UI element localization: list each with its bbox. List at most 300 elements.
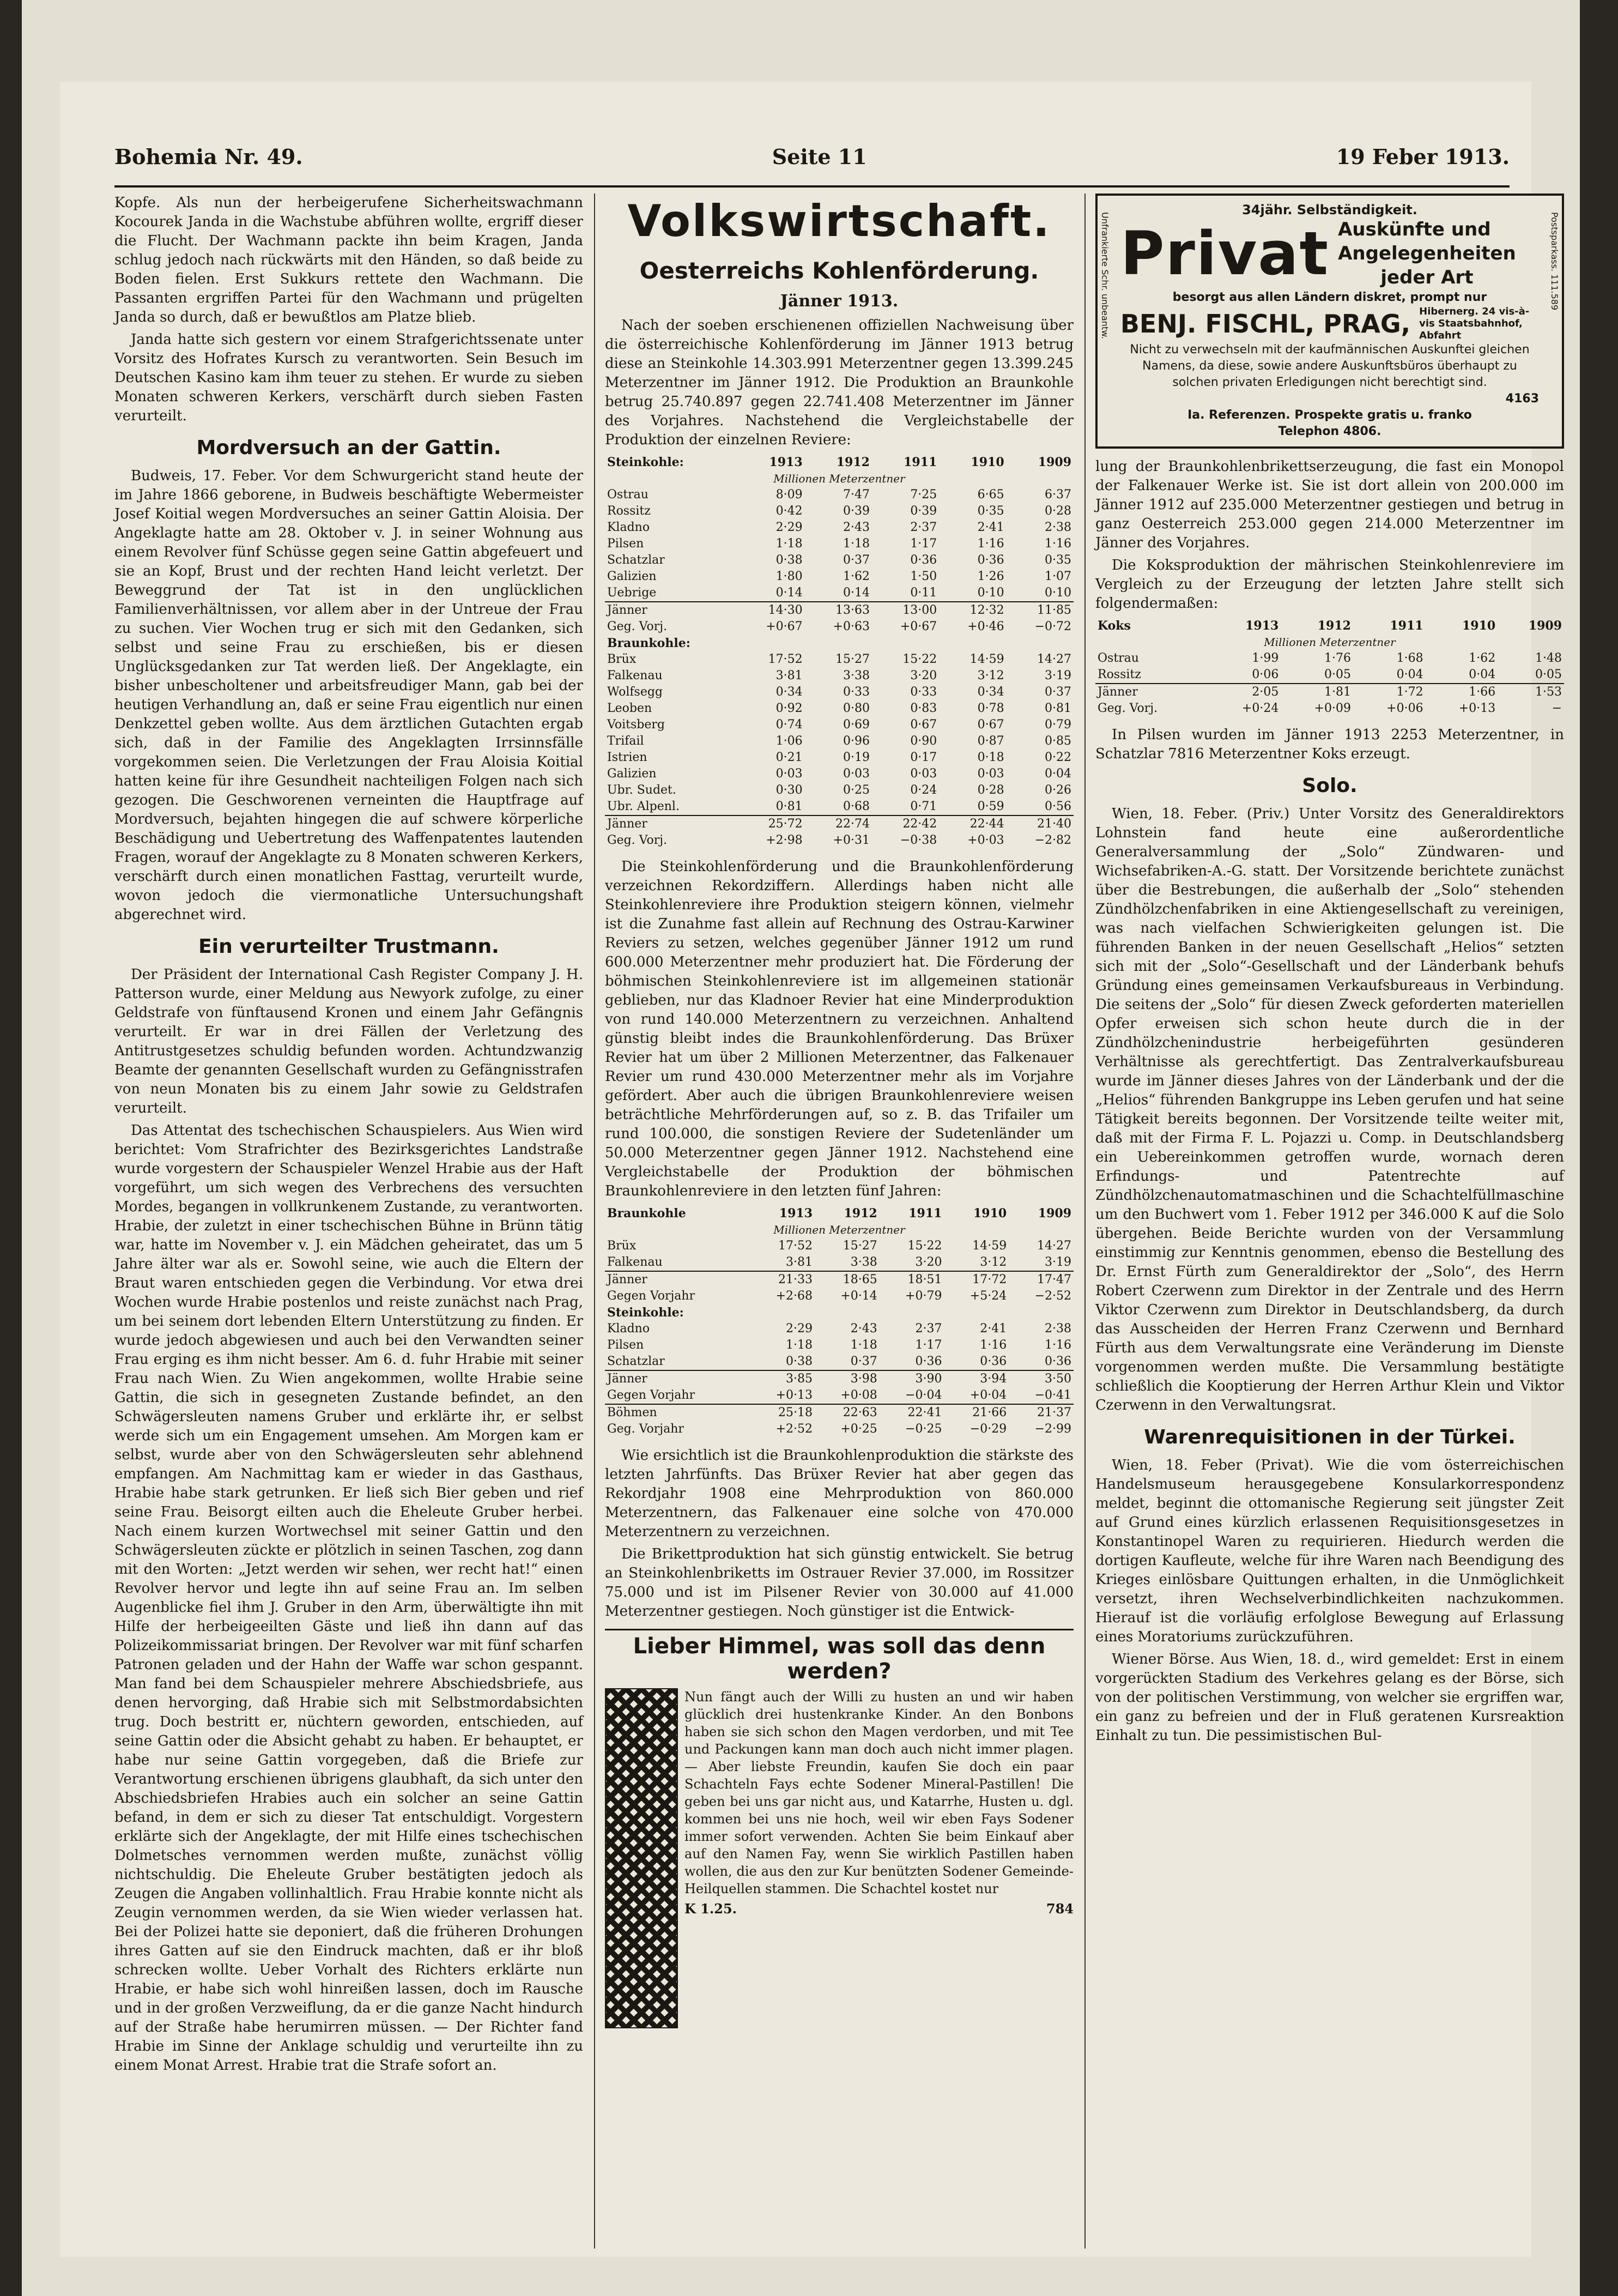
ad-disclaimer: Nicht zu verwechseln mit der kaufmännischen Auskunftei gleichen Namens, da diese, sowie andere Auskunftsbüros überhaupt zu solchen privaten Erledigungen nicht berechtigt sind. (1130, 343, 1530, 389)
table-row-label: Pilsen (607, 537, 644, 551)
table-cell: 0·03 (843, 767, 870, 781)
table-cell: 1·62 (1469, 651, 1496, 665)
table-row-label: Geg. Vorj. (1098, 702, 1158, 715)
table-cell: 6·37 (1045, 488, 1071, 502)
table-cell: 15·22 (907, 1239, 942, 1253)
article-headline: Mordversuch an der Gattin. (196, 437, 501, 459)
table-row (605, 1421, 1074, 1437)
table-row-label: Galizien (607, 570, 657, 583)
table-cell: 0·03 (775, 767, 803, 781)
table-cell: 2·43 (843, 521, 870, 534)
table-row (605, 815, 1074, 832)
ad-code: 784 (1046, 1901, 1074, 1917)
table-cell: 1·16 (977, 537, 1004, 551)
article-continuation: lung der Braunkohlenbrikettserzeugung, die fast ein Monopol der Falkenauer Werke ist. Sie ist dort allein von 200.000 im Jänner 1912 auf 235.000 Meterzentner gestiegen und betrug in ganz Oesterreich 253.000 gegen 214.000 Meterzentner im Jänner des Vorjahres. (1095, 458, 1564, 551)
article-paragraph: Wien, 18. Feber. (Priv.) Unter Vorsitz des Generaldirektors Lohnstein fand heute eine außerordentliche Generalversammlung der „Solo“ Zündwaren- und Wichsefabriken-A.-G. statt. Der Vorsitzende berichtete zunächst über die Bestrebungen, die außerhalb der „Solo“ stehenden Zündhölzchenfabriken in eine Aktiengesellschaft zu vereinigen, was nach vielfachen Schwierigkeiten gelungen ist. Die führenden Banken in der neuen Gesellschaft „Helios“ setzten sich mit der „Solo“-Gesellschaft und der Länderbank behufs Gründung eines gemeinsamen Verkaufsbureaus in Verbindung. Die seitens der „Solo“ für diesen Zweck geforderten materiellen Opfer erweisen sich schon heute durch die in der Zündhölzchenindustrie herbeigeführten gesünderen Verhältnisse als gerechtfertigt. Das Zentralverkaufsbureau wurde im Jänner dieses Jahres von der Länderbank und der die „Helios“ führenden Bankgruppe ins Leben gerufen und hat seine Tätigkeit bereits begonnen. Der Vorsitzende teilte weiter mit, daß mit der Firma F. L. Pojazzi u. Comp. in Deutschlandsberg ein Uebereinkommen getroffen wurde, wornach deren Erfindungs- und Patentrechte auf Zündhölzchenautomatmaschinen und die Schachtelfüllmaschine um den Buchwert vom 1. Feber 1912 per 346.000 K auf die Solo übergehen. Beide Berichte wurden von der Versammlung einstimmig zur Kenntnis genommen, ebenso die Bestellung des Dr. Ernst Fürth zum Generaldirektor der „Solo“, des Herrn Robert Czerwenn zum Direktor in der Zentrale und des Herrn Viktor Czerwenn zum Direktor in Deutschlandsberg, da durch das Ausscheiden der Herren Franz Czerwenn und Bernhard Fürth aus dem Verwaltungsrate eine Veränderung im Dienste vorgenommen werden mußte. Die Versammlung bestätigte schließlich die Kooptierung der Herren Arthur Klein und Viktor Czerwenn in den Verwaltungsrat. (1095, 806, 1564, 1413)
table-header-cell: 1910 (971, 455, 1004, 469)
table-row-label: Geg. Vorjahr (607, 1422, 684, 1436)
table-cell: 0·87 (977, 734, 1004, 748)
table-row-label: Jänner (605, 1370, 750, 1387)
table-cell: 22·44 (939, 815, 1006, 832)
table-header-cell: 1911 (908, 1206, 942, 1220)
table-row-label: Jänner (605, 815, 737, 832)
table-cell: 3·19 (1045, 1255, 1071, 1269)
table-row-label: Uebrige (607, 586, 657, 600)
table-cell: 18·65 (815, 1271, 880, 1288)
article-paragraph: Budweis, 17. Feber. Vor dem Schwurgericht stand heute der im Jahre 1866 geborene, in Budweis beschäftigte Webermeister Josef Koitial wegen Mordversuches an seiner Gattin Aloisia. Der Angeklagte hatte am 28. Oktober v. J. in seiner Wohnung aus einem Revolver fünf Schüsse gegen seine Gattin abgefeuert und sie an Kopf, Brust und der rechten Hand leicht verletzt. Der Beweggrund der Tat ist in den unglücklichen Familienverhältnissen, vor allem aber in der Untreue der Frau zu suchen. Vier Wochen trug er sich mit den Gedanken, sich selbst und seine Frau zu erschießen, bis er diesen Unglücksgedanken zur Tat werden ließ. Der Angeklagte, ein bisher unbescholtener und arbeitsfreudiger Mann, gab bei der heutigen Verhandlung an, daß er seine Frau eigentlich nur einen Denkzettel geben wollte. Aus dem ärztlichen Gutachten ergab sich, daß in der Familie des Angeklagten Irrsinnsfälle vorgekommen seien. Die Verletzungen der Frau Aloisia Koitial hatten keine für ihre Gesundheit nachteiligen Folgen nach sich gezogen. Die Geschworenen verneinten die Hauptfrage auf Mordversuch, bejahten hingegen die auf schwere körperliche Beschädigung und Uebertretung des Waffenpatentes lautenden Fragen, worauf der Angeklagte zu 8 Monaten schweren Kerkers, verschärft durch einen monatlichen Fasttag, verurteilt wurde, wovon jedoch die viermonatliche Untersuchungshaft abgerechnet wird. (114, 468, 583, 923)
table-cell: 17·47 (1009, 1271, 1074, 1288)
table-row-label: Ubr. Sudet. (607, 783, 676, 797)
table-section-label: Steinkohle: (607, 1306, 684, 1320)
table-cell: 14·59 (969, 652, 1004, 666)
ad-code: 4163 (1505, 392, 1539, 406)
table-cell: 0·68 (843, 800, 870, 813)
table-row (605, 552, 1074, 569)
table-header-cell: Braunkohle (607, 1206, 686, 1220)
scan-edge-right (1580, 0, 1618, 2296)
table-row (605, 1404, 1074, 1421)
table-cell: 0·74 (775, 718, 803, 732)
ad-references: Ia. Referenzen. Prospekte gratis u. franko (1187, 408, 1472, 422)
table-cell: −0·29 (969, 1422, 1007, 1436)
table-row-label: Kladno (607, 1322, 650, 1336)
table-cell: 0·39 (843, 504, 870, 518)
table-row (605, 733, 1074, 750)
table-cell: 1·26 (977, 570, 1004, 583)
table-cell: 2·29 (775, 521, 803, 534)
table-row-label: Istrien (607, 751, 647, 764)
privat-auskunft-advertisement (1095, 194, 1564, 449)
table-cell: 0·36 (910, 553, 937, 567)
table-cell: 0·10 (1045, 586, 1071, 600)
table-cell: 14·27 (1037, 652, 1071, 666)
table-cell: 0·96 (843, 734, 870, 748)
table-cell: +2·52 (775, 1422, 813, 1436)
article-paragraph: Wie ersichtlich ist die Braunkohlenproduktion die stärkste des letzten Jahrfünfts. Das Brüxer Revier hat aber gegen das Rekordjahr 1908 eine Mehrproduktion von 860.000 Meterzentnern, das Falkenauer eine solche von 470.000 Meterzentnern zu verzeichnen. (605, 1447, 1074, 1540)
table-cell: 21·33 (750, 1271, 815, 1288)
table-row (605, 1238, 1074, 1254)
table-cell: +0·04 (969, 1388, 1007, 1402)
table-cell: 1·50 (910, 570, 937, 583)
table-cell: 0·36 (915, 1355, 942, 1368)
column-divider (594, 194, 595, 2249)
table-cell: 3·38 (843, 669, 870, 682)
bohemian-coal-table (605, 1205, 1074, 1437)
table-cell: 0·85 (1045, 734, 1071, 748)
table-cell: 0·37 (850, 1355, 877, 1368)
table-cell: 0·71 (910, 800, 937, 813)
table-cell: 8·09 (775, 488, 803, 502)
table-cell: 0·28 (977, 783, 1004, 797)
table-cell: 0·05 (1535, 668, 1562, 681)
table-header-cell: 1913 (769, 455, 803, 469)
table-cell: 0·69 (843, 718, 870, 732)
ad-line: besorgt aus allen Ländern diskret, prompt nur (1172, 291, 1487, 304)
table-row (605, 602, 1074, 619)
table-cell: 1·72 (1353, 684, 1426, 700)
table-header-cell: 1909 (1038, 1206, 1071, 1220)
table-cell: − (1552, 702, 1562, 715)
table-cell: 13·00 (872, 602, 939, 619)
table-row-label: Jänner (605, 602, 737, 619)
table-cell: 3·90 (880, 1370, 944, 1387)
article-paragraph: Nach der soeben erschienenen offiziellen Nachweisung über die österreichische Kohlenförderung im Jänner 1913 betrug diese an Steinkohle 14.303.991 Meterzentner gegen 13.399.245 Meterzentner im Jänner 1912. Die Produktion an Braunkohle betrug 25.740.897 gegen 22.741.408 Meterzentner im Jänner des Vorjahres. Nachstehend die Vergleichstabelle der Produktion der einzelnen Reviere: (605, 317, 1074, 448)
ad-tagline: 34jähr. Selbständigkeit. (1242, 202, 1417, 217)
table-cell: 0·59 (977, 800, 1004, 813)
article-paragraph: Die Brikettproduktion hat sich günstig entwickelt. Sie betrug an Steinkohlenbriketts im Ostrauer Revier 37.000, im Rossitzer 75.000 und ist im Pilsener Revier von 30.000 auf 41.000 Meterzentner gestiegen. Noch günstiger ist die Entwick- (605, 1546, 1074, 1620)
table-cell: 1·17 (910, 537, 937, 551)
table-row-label: Brüx (607, 1239, 637, 1253)
table-row-label: Pilsen (607, 1338, 644, 1352)
table-cell: 0·36 (980, 1355, 1007, 1368)
table-header-cell: 1911 (1390, 619, 1423, 633)
table-cell: 0·79 (1045, 718, 1071, 732)
table-row-label: Voitsberg (607, 718, 665, 732)
table-cell: 13·63 (805, 602, 872, 619)
article-continuation: Kopfe. Als nun der herbeigerufene Sicherheitswachmann Kocourek Janda in die Wachstube abführen wollte, ergriff dieser die Flucht. Der Wachmann packte ihn beim Kragen, Janda schlug jedoch nach rückwärts mit den Händen, so daß beide zu Boden fielen. Erst Sukkurs rettete den Wachmann. Die Passanten ergriffen Partei für den Wachmann und prügelten Janda so durch, daß er bewußtlos am Platze blieb. (114, 195, 583, 325)
table-cell: 0·05 (1324, 668, 1351, 681)
ad-big-word: Privat (1120, 219, 1330, 288)
table-row (605, 799, 1074, 815)
table-header-cell: 1912 (844, 1206, 877, 1220)
table-cell: −0·41 (1034, 1388, 1071, 1402)
table-row-label: Gegen Vorjahr (607, 1289, 695, 1303)
table-cell: 22·74 (805, 815, 872, 832)
table-row-label: Brüx (607, 652, 637, 666)
table-cell: +0·67 (766, 620, 803, 633)
article-paragraph: Der Präsident der International Cash Register Company J. H. Patterson wurde, einer Meldung aus Newyork zufolge, zu einer Geldstrafe von fünftausend Kronen und einem Jahr Gefängnis verurteilt. Er war in drei Fällen der Verletzung des Antitrustgesetzes schuldig befunden worden. Achtundzwanzig Beamte der genannten Gesellschaft wurden zu Gefängnisstrafen von neun Monaten bis zu einem Jahr sowie zu Geldstrafen verurteilt. (114, 966, 583, 1116)
table-header-cell: 1913 (1245, 619, 1279, 633)
coal-production-table (605, 454, 1074, 849)
table-cell: 1·16 (1045, 537, 1071, 551)
table-row (605, 651, 1074, 668)
table-row-label: Schatzlar (607, 553, 665, 567)
table-cell: 0·28 (1045, 504, 1071, 518)
table-row-label: Wolfsegg (607, 685, 663, 699)
table-cell: 3·20 (915, 1255, 942, 1269)
table-row (1095, 700, 1564, 717)
table-cell: +0·46 (967, 620, 1004, 633)
table-row-label: Schatzlar (607, 1355, 665, 1368)
table-row (605, 1321, 1074, 1337)
article-paragraph: Janda hatte sich gestern vor einem Strafgerichtssenate unter Vorsitz des Hofrates Kursch zu verantworten. Sein Besuch im Deutschen Kasino kam ihm teuer zu stehen. Er wurde zu sieben Monaten schweren Kerkers, verschärft durch sieben Fasten verurteilt. (114, 331, 583, 424)
table-cell: 0·18 (977, 751, 1004, 764)
table-cell: 12·32 (939, 602, 1006, 619)
table-cell: 1·06 (775, 734, 803, 748)
table-cell: +0·14 (840, 1289, 877, 1303)
table-cell: 0·10 (977, 586, 1004, 600)
table-cell: 0·81 (775, 800, 803, 813)
table-row (605, 519, 1074, 536)
table-cell: +0·13 (775, 1388, 813, 1402)
table-header-cell: 1910 (973, 1206, 1007, 1220)
table-cell: 1·17 (915, 1338, 942, 1352)
table-cell: 17·52 (768, 652, 803, 666)
table-cell: 7·47 (843, 488, 870, 502)
table-cell: 2·05 (1209, 684, 1281, 700)
table-row (605, 1387, 1074, 1404)
table-cell: 1·99 (1252, 651, 1279, 665)
article-paragraph: Die Koksproduktion der mährischen Steinkohlenreviere im Vergleich zu der Erzeugung der letzten Jahre stellt sich folgendermaßen: (1095, 557, 1564, 612)
table-cell: 25·72 (737, 815, 804, 832)
ad-telephone: Telephon 4806. (1278, 425, 1381, 438)
table-cell: 22·41 (880, 1404, 944, 1421)
table-cell: 3·38 (850, 1255, 877, 1269)
table-cell: 15·22 (902, 652, 937, 666)
ad-address: Hibernerg. 24 vis-à-vis Staatsbahnhof, Abfahrt (1419, 306, 1530, 341)
table-cell: 0·26 (1045, 783, 1071, 797)
article-headline: Warenrequisitionen in der Türkei. (1144, 1426, 1516, 1448)
ad-advertiser-name: BENJ. FISCHL, PRAG, (1120, 309, 1411, 339)
table-cell: 3·20 (910, 669, 937, 682)
table-cell: 14·30 (737, 602, 804, 619)
table-cell: 22·42 (872, 815, 939, 832)
table-cell: 1·66 (1426, 684, 1498, 700)
table-cell: 0·90 (910, 734, 937, 748)
table-cell: 14·59 (972, 1239, 1007, 1253)
table-cell: −0·72 (1034, 620, 1071, 633)
table-cell: +0·03 (967, 833, 1004, 847)
table-row-label: Ubr. Alpenl. (607, 800, 680, 813)
table-cell: 0·14 (843, 586, 870, 600)
table-cell: 0·04 (1396, 668, 1423, 681)
table-cell: 0·33 (843, 685, 870, 699)
table-cell: 1·81 (1281, 684, 1353, 700)
table-cell: 1·18 (843, 537, 870, 551)
table-cell: 15·27 (843, 1239, 877, 1253)
table-cell: +0·24 (1241, 702, 1279, 715)
checkered-pastille-box-illustration (605, 1688, 678, 2028)
table-cell: 11·85 (1007, 602, 1074, 619)
table-header-cell: 1913 (779, 1206, 813, 1220)
article-paragraph: In Pilsen wurden im Jänner 1913 2253 Meterzentner, in Schatzlar 7816 Meterzentner Koks erzeugt. (1095, 727, 1564, 762)
table-cell: 0·34 (775, 685, 803, 699)
article-paragraph: Das Attentat des tschechischen Schauspielers. Aus Wien wird berichtet: Vom Strafrichter des Bezirksgerichtes Landstraße wurde vorgestern der Schauspieler Wenzel Hrabie aus der Haft vorgeführt, um sich wegen des Verbrechens des versuchten Mordes, begangen in vollkrunkenem Zustande, zu verantworten. Hrabie, der zuletzt in einer tschechischen Bühne in Brünn tätig war, hatte im November v. J. ein Mädchen geheiratet, das um 5 Jahre älter war als er. Sowohl seine, wie auch die Eltern der Braut waren entschieden gegen die Verbindung. Vor etwa drei Wochen wurde Hrabie postenlos und reiste zunächst nach Prag, um bei seinem dort lebenden Eltern Unterstützung zu finden. Er wurde jedoch abgewiesen und auch bei den Verwandten seiner Frau erging es ihm nicht besser. Am 6. d. fuhr Hrabie mit seiner Frau nach Wien. Zu Wien angekommen, wollte Hrabie seine Gattin, die sich in gesegneten Zustande befindet, an den Schwägersleuten namens Gruber und erklärte ihr, er selbst werde sich um ein Engagement umsehen. Am Morgen kam er selbst, wurde aber von den Schwägersleuten sehr ablehnend empfangen. Am Nachmittag kam er wieder in das Gasthaus, Hrabie habe stark getrunken. Er ließ sich Bier geben und rief seine Frau. Beisorgt eilten auch die Eheleute Gruber herbei. Nach einem kurzen Wortwechsel mit seiner Gattin und den Schwägersleuten zückte er plötzlich in seinen Taschen, zog dann mit den Worten: „Jetzt werden wir sehen, wer recht hat!“ einen Revolver hervor und legte ihn auf seine Frau an. Im selben Augenblicke fiel ihm J. Gruber in den Arm, überwältigte ihn mit Hilfe der herbeigeeilten Gäste und ließ ihn dann auf das Polizeikommissariat bringen. Der Revolver war mit fünf scharfen Patronen geladen und der Hahn der Waffe war schon gespannt. Man fand bei dem Schauspieler mehrere Abschiedsbriefe, aus denen hervorging, daß Hrabie sich mit Selbstmordabsichten trug. Doch bestritt er, nüchtern geworden, entschieden, auf seine Gattin oder die Absicht gehabt zu haben. Er behauptet, er habe nur seine Gattin vorgegeben, daß die Briefe zur Verantwortung erschienen übrigens glaubhaft, da sich unter den Abschiedsbriefen Hrabies auch ein solcher an seine Gattin befand, in dem er sich zu dieser Tat entschuldigt. Vorgestern erklärte sich der Angeklagte, der mit Hilfe eines tschechischen Dolmetsches vernommen werden mußte, zunächst völlig nichtschuldig. Die Eheleute Gruber bestätigten jedoch als Zeugen die Angaben vollinhaltlich. Frau Hrabie konnte nicht als Zeugin vernommen werden, da sie Wien wieder verlassen hat. Bei der Polizei hatte sie deponiert, daß die früheren Drohungen ihres Gatten auf sie den Eindruck machten, daß er ihr bloß schrecken wollte. Ueber Vorhalt des Richters erklärte nun Hrabie, er habe sich wohl hinreißen lassen, doch im Rausche und in der großen Verzweiflung, da er die ganze Nacht hindurch auf der Straße habe herumirren müssen. — Der Richter fand Hrabie im Sinne der Anklage schuldig und verurteilte ihn zu einem Monat Arrest. Hrabie trat die Strafe sofort an. (114, 1122, 583, 2074)
table-cell: 0·33 (910, 685, 937, 699)
ad-side-line: jeder Art (1380, 267, 1474, 288)
table-row-label: Gegen Vorjahr (607, 1388, 695, 1402)
article-headline: Ein verurteilter Trustmann. (198, 935, 499, 958)
table-cell: 17·72 (944, 1271, 1009, 1288)
table-row (605, 503, 1074, 519)
ad-price: K 1.25. (684, 1901, 737, 1917)
table-row-label: Böhmen (605, 1404, 750, 1421)
table-header-cell: Steinkohle: (607, 455, 684, 469)
table-cell: −0·04 (905, 1388, 942, 1402)
table-cell: −0·25 (905, 1422, 942, 1436)
table-cell: 2·41 (980, 1322, 1007, 1336)
table-cell: −2·99 (1034, 1422, 1071, 1436)
table-header-cell: 1909 (1038, 455, 1071, 469)
table-cell: 1·18 (775, 537, 803, 551)
table-cell: 0·21 (775, 751, 803, 764)
table-cell: 0·38 (775, 553, 803, 567)
table-row-label: Jänner (605, 1271, 750, 1288)
table-cell: 21·66 (944, 1404, 1009, 1421)
table-cell: 3·85 (750, 1370, 815, 1387)
table-cell: 0·92 (775, 702, 803, 715)
table-cell: 0·14 (775, 586, 803, 600)
table-row (605, 782, 1074, 799)
table-cell: 1·53 (1498, 684, 1564, 700)
article-paragraph: Wiener Börse. Aus Wien, 18. d., wird gemeldet: Erst in einem vorgerückten Stadium des Verkehres gelang es der Börse, sich von der politischen Verstimmung, von welcher sie ergriffen war, ein ganz zu befreien und der in Fluß geratenen Kursreaktion Einhalt zu tun. Die pessimistischen Bul- (1095, 1651, 1564, 1744)
ad-side-line: Auskünfte und (1338, 219, 1491, 240)
table-cell: 0·42 (775, 504, 803, 518)
table-cell: 15·27 (835, 652, 870, 666)
table-cell: 1·18 (850, 1338, 877, 1352)
table-row (605, 536, 1074, 552)
table-cell: 0·03 (910, 767, 937, 781)
table-row (605, 750, 1074, 766)
table-cell: 0·04 (1469, 668, 1496, 681)
table-cell: 0·67 (910, 718, 937, 732)
ad-side-line: Angelegenheiten (1338, 243, 1516, 264)
table-cell: 0·25 (843, 783, 870, 797)
table-cell: 3·98 (815, 1370, 880, 1387)
table-cell: 6·65 (977, 488, 1004, 502)
table-cell: 2·37 (915, 1322, 942, 1336)
table-cell: +0·08 (840, 1388, 877, 1402)
header-page-number: Seite 11 (772, 144, 867, 169)
table-cell: 1·16 (1045, 1338, 1071, 1352)
header-date: 19 Feber 1913. (1336, 144, 1510, 169)
table-cell: 0·39 (910, 504, 937, 518)
table-row (605, 700, 1074, 717)
table-cell: 1·07 (1045, 570, 1071, 583)
table-cell: 0·56 (1045, 800, 1071, 813)
coke-production-table (1095, 618, 1564, 717)
table-cell: 0·80 (843, 702, 870, 715)
table-cell: 0·83 (910, 702, 937, 715)
table-cell: 0·30 (775, 783, 803, 797)
table-row (605, 569, 1074, 585)
table-cell: 3·81 (786, 1255, 813, 1269)
table-cell: 0·78 (977, 702, 1004, 715)
table-cell: 3·50 (1009, 1370, 1074, 1387)
table-cell: 3·94 (944, 1370, 1009, 1387)
table-cell: 2·38 (1045, 521, 1071, 534)
table-row-label: Geg. Vorj. (607, 833, 668, 847)
table-unit: Millionen Meterzentner (1264, 636, 1396, 649)
ad-vertical-note-right: Postsparkass. 111.589 (1549, 212, 1560, 311)
article-subheadline: Jänner 1913. (780, 292, 899, 311)
table-cell: +0·13 (1458, 702, 1496, 715)
table-row-label: Rossitz (1098, 668, 1141, 681)
table-cell: 2·29 (786, 1322, 813, 1336)
table-cell: +0·79 (905, 1289, 942, 1303)
table-cell: 1·80 (775, 570, 803, 583)
table-row-label: Ostrau (1098, 651, 1139, 665)
table-cell: 3·12 (977, 669, 1004, 682)
table-row-label: Jänner (1095, 684, 1209, 700)
table-cell: −0·38 (900, 833, 937, 847)
table-cell: 1·68 (1396, 651, 1423, 665)
page-header (114, 144, 1510, 183)
scan-edge-left (0, 0, 22, 2296)
article-headline: Solo. (1302, 775, 1358, 797)
table-row (605, 668, 1074, 684)
table-cell: 0·24 (910, 783, 937, 797)
table-cell: 0·36 (977, 553, 1004, 567)
table-cell: +0·09 (1314, 702, 1351, 715)
table-section-label: Braunkohle: (607, 636, 690, 650)
column-1 (114, 194, 583, 2254)
table-cell: 0·34 (977, 685, 1004, 699)
table-row-label: Leoben (607, 702, 652, 715)
table-cell: 0·37 (843, 553, 870, 567)
table-cell: 0·22 (1045, 751, 1071, 764)
table-row (605, 1254, 1074, 1271)
table-cell: 0·81 (1045, 702, 1071, 715)
table-row (605, 1370, 1074, 1387)
table-cell: 0·35 (977, 504, 1004, 518)
table-cell: +0·63 (833, 620, 870, 633)
table-row (1095, 667, 1564, 684)
table-row (605, 1337, 1074, 1354)
table-row (1095, 684, 1564, 700)
table-cell: 17·52 (778, 1239, 813, 1253)
table-cell: +0·06 (1386, 702, 1423, 715)
table-row-label: Falkenau (607, 1255, 663, 1269)
header-rule (114, 185, 1510, 188)
table-cell: 21·37 (1009, 1404, 1074, 1421)
ad-headline: Lieber Himmel, was soll das denn werden? (633, 1634, 1046, 1684)
table-cell: 0·36 (1045, 1355, 1071, 1368)
table-row-label: Falkenau (607, 669, 663, 682)
table-cell: 0·37 (1045, 685, 1071, 699)
table-cell: −2·82 (1034, 833, 1071, 847)
table-row (605, 585, 1074, 602)
header-publication: Bohemia Nr. 49. (114, 144, 303, 169)
table-unit: Millionen Meterzentner (773, 472, 905, 485)
table-row-label: Geg. Vorj. (607, 620, 668, 633)
table-cell: +0·25 (840, 1422, 877, 1436)
table-cell: 0·38 (786, 1355, 813, 1368)
table-header-cell: 1912 (836, 455, 870, 469)
table-cell: 0·03 (977, 767, 1004, 781)
table-cell: +0·31 (833, 833, 870, 847)
table-cell: 0·19 (843, 751, 870, 764)
table-cell: 0·67 (977, 718, 1004, 732)
table-cell: +2·98 (766, 833, 803, 847)
table-cell: +2·68 (775, 1289, 813, 1303)
table-row (605, 717, 1074, 733)
table-unit: Millionen Meterzentner (773, 1223, 905, 1236)
table-header-cell: 1911 (904, 455, 937, 469)
ad-vertical-note-left: Unfrankierte Schr. unbeantw. (1100, 212, 1110, 339)
ad-text: Nun fängt auch der Willi zu husten an und wir haben glücklich drei hustenkranke Kinder. An den Bonbons haben sie sich schon den Magen verdorben, und mit Tee und Packungen kann man doch auch nicht immer plagen. — Aber liebste Freundin, kaufen Sie doch ein paar Schachteln Fays echte Sodener Mineral-Pastillen! Die geben bei uns gar nicht aus, und Katarrhe, Husten u. dgl. kommen bei uns nie hoch, weil wir eben Fays Sodener immer sofort verwenden. Achten Sie beim Einkauf aber auf den Namen Fay, wenn Sie wirklich Pastillen haben wollen, die aus den zur Kur benützten Sodener Gemeinde-Heilquellen stammen. Die Schachtel kostet nur (684, 1689, 1074, 1896)
table-cell: 7·25 (910, 488, 937, 502)
table-cell: 21·40 (1007, 815, 1074, 832)
table-header-cell: Koks (1098, 619, 1131, 633)
table-row (605, 1288, 1074, 1304)
table-cell: 0·11 (910, 586, 937, 600)
table-cell: 2·43 (850, 1322, 877, 1336)
article-headline: Oesterreichs Kohlenförderung. (639, 257, 1039, 284)
table-row-label: Rossitz (607, 504, 651, 518)
table-header-cell: 1910 (1462, 619, 1496, 633)
table-row (605, 1271, 1074, 1288)
table-row (605, 487, 1074, 503)
table-cell: +5·24 (969, 1289, 1007, 1303)
column-3 (1095, 194, 1564, 2254)
table-cell: 22·63 (815, 1404, 880, 1421)
sodener-advertisement (605, 1629, 1074, 2028)
table-cell: 0·35 (1045, 553, 1071, 567)
table-cell: 18·51 (880, 1271, 944, 1288)
table-row (605, 1354, 1074, 1370)
table-row (605, 832, 1074, 849)
